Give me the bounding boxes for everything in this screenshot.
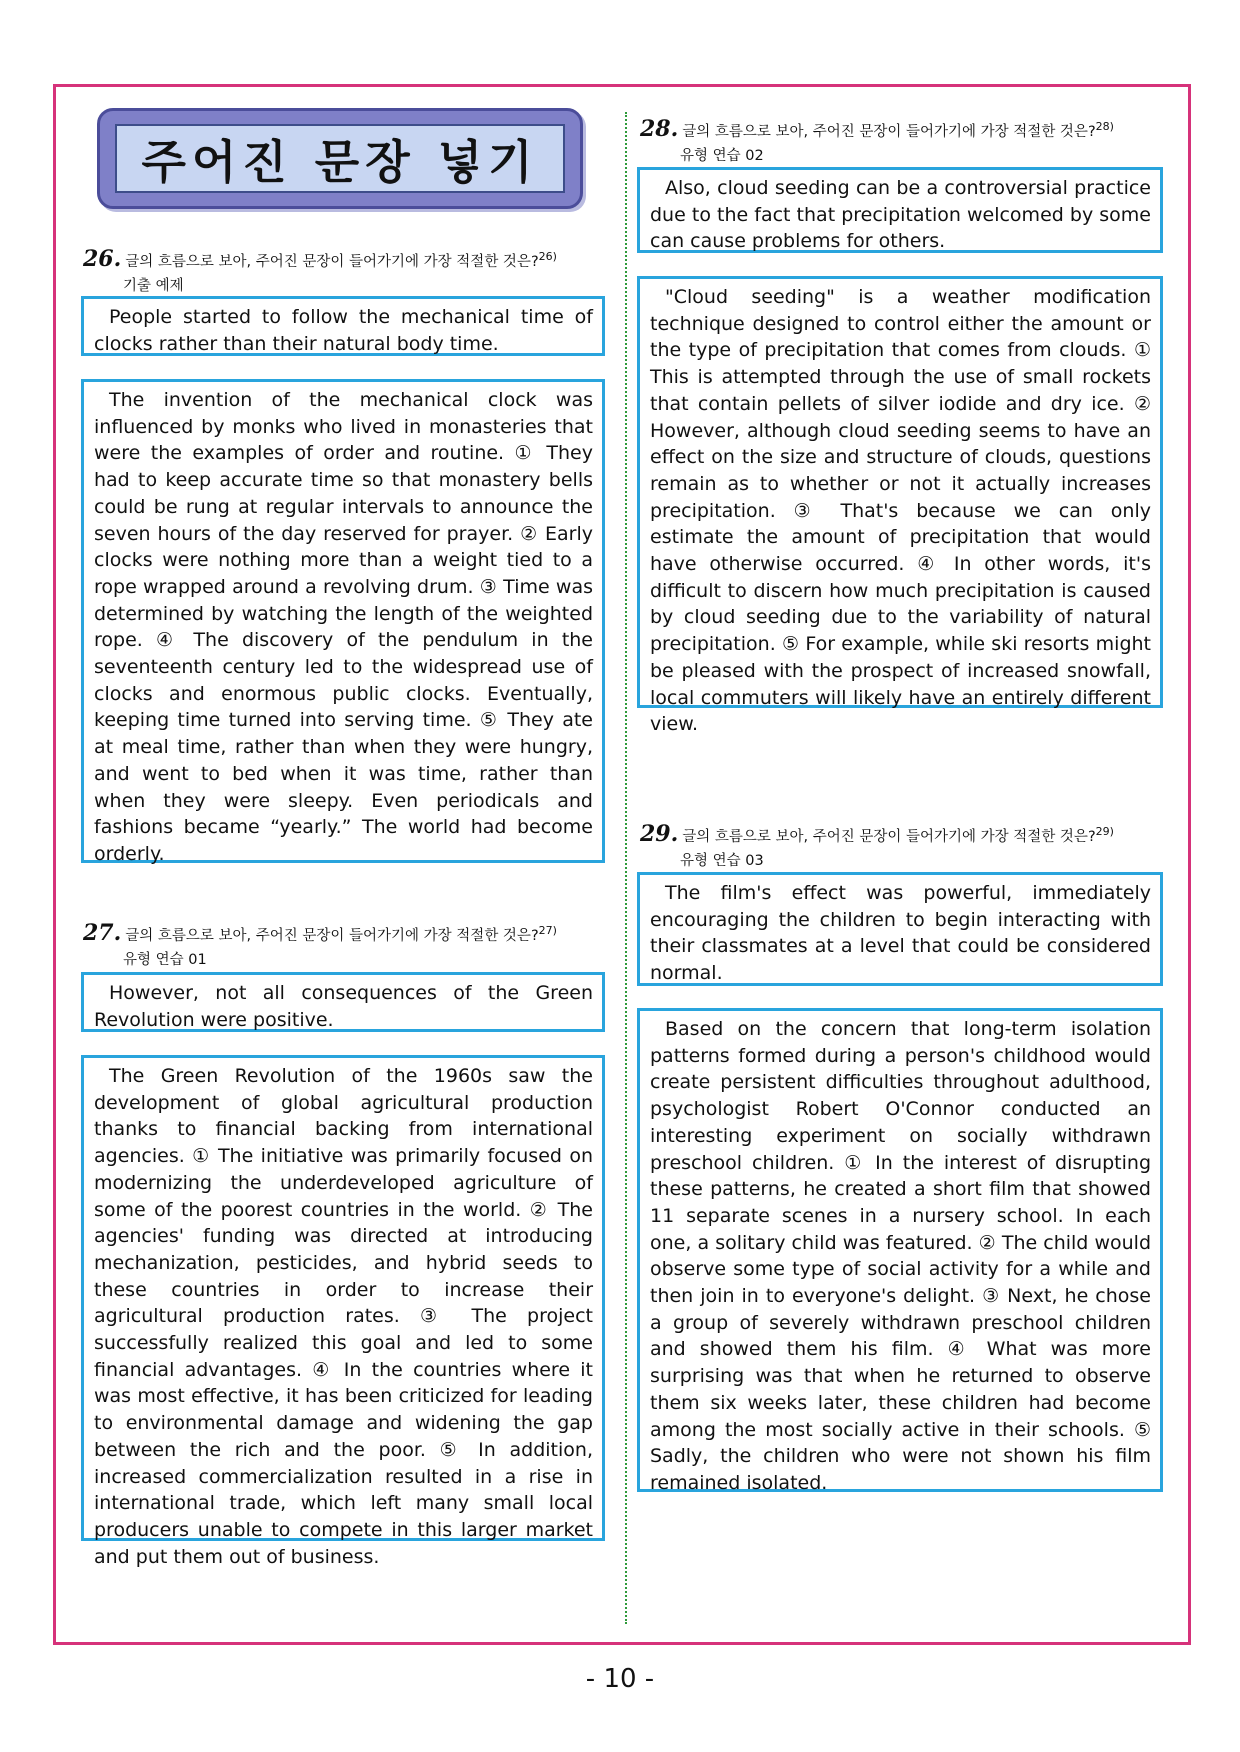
given-sentence-box	[637, 167, 1163, 253]
passage-box	[637, 276, 1163, 736]
section-title-panel	[115, 124, 565, 193]
given-sentence-box	[637, 872, 1163, 986]
question-category: 유형 연습 01	[123, 951, 207, 968]
given-sentence: People started to follow the mechanical time of clocks rather than their natural body time.	[94, 306, 593, 355]
passage-text: "Cloud seeding" is a weather modification technique designed to control either the amount or the type of precipitation that comes from clouds. ① This is attempted through the use of small rockets that contain pellets of silver iodide and dry ice. ② However, although cloud seeding seems to have an effect on the size and structure of clouds, questions remain as to whether or not it actually increases precipitation. ③ That's because we can only estimate the amount of precipitation that would have otherwise occurred. ④ In other words, it's difficult to discern how much precipitation is caused by cloud seeding due to the variability of natural precipitation. ⑤ For example, while ski resorts might be pleased with the prospect of increased snowfall, local commuters will likely have an entirely different view.	[650, 286, 1151, 736]
column-divider	[625, 112, 627, 1624]
question-number: 28.	[640, 116, 679, 142]
page-number: - 10 -	[585, 1664, 655, 1694]
question-number: 29.	[640, 821, 679, 847]
given-sentence-box	[81, 972, 605, 1032]
passage-box	[81, 379, 605, 863]
question-category: 유형 연습 03	[680, 852, 764, 869]
section-title: 주어진 문장 넣기	[141, 134, 539, 189]
footnote-marker: 28)	[1095, 120, 1114, 134]
given-sentence: Also, cloud seeding can be a controversial practice due to the fact that precipitation welcomed by some can cause problems for others.	[650, 177, 1151, 253]
passage-box	[637, 1008, 1163, 1492]
section-title-banner	[97, 108, 583, 209]
question-category: 기출 예제	[123, 277, 184, 294]
footnote-marker: 26)	[538, 250, 557, 264]
question-header	[83, 244, 613, 297]
question-prompt: 글의 흐름으로 보아, 주어진 문장이 들어가기에 가장 적절한 것은?	[125, 928, 539, 944]
question-category: 유형 연습 02	[680, 147, 764, 164]
passage-text: The Green Revolution of the 1960s saw the development of global agricultural production thanks to financial backing from international agencies. ① The initiative was primarily focused on modernizing the underdeveloped agriculture of some of the poorest countries in the world. ② The agencies' funding was directed at introducing mechanization, pesticides, and hybrid seeds to these countries in order to increase their agricultural production rates. ③ The project successfully realized this goal and led to some financial advantages. ④ In the countries where it was most effective, it has been criticized for leading to environmental damage and widening the gap between the rich and the poor. ⑤ In addition, increased commercialization resulted in a rise in international trade, which left many small local producers unable to compete in this larger market and put them out of business.	[94, 1065, 593, 1568]
question-number: 27.	[83, 920, 122, 946]
question-prompt: 글의 흐름으로 보아, 주어진 문장이 들어가기에 가장 적절한 것은?	[682, 124, 1096, 140]
question-header	[83, 918, 613, 971]
question-number: 26.	[83, 246, 122, 272]
footnote-marker: 27)	[538, 924, 557, 938]
question-header	[640, 819, 1180, 872]
footnote-marker: 29)	[1095, 825, 1114, 839]
passage-box	[81, 1055, 605, 1568]
given-sentence: The film's effect was powerful, immediately encouraging the children to begin interacting with their classmates at a level that could be considered normal.	[650, 882, 1151, 985]
question-prompt: 글의 흐름으로 보아, 주어진 문장이 들어가기에 가장 적절한 것은?	[682, 829, 1096, 845]
given-sentence-box	[81, 296, 605, 356]
passage-text: The invention of the mechanical clock was influenced by monks who lived in monasteries that were the examples of order and routine. ① They had to keep accurate time so that monastery bells could be rung at regular intervals to announce the seven hours of the day reserved for prayer. ② Early clocks were nothing more than a weight tied to a rope wrapped around a revolving drum. ③ Time was determined by watching the length of the weighted rope. ④ The discovery of the pendulum in the seventeenth century led to the widespread use of clocks and enormous public clocks. Eventually, keeping time turned into serving time. ⑤ They ate at meal time, rather than when they were hungry, and went to bed when it was time, rather than when they were sleepy. Even periodicals and fashions became “yearly.” The world had become orderly.	[94, 389, 593, 865]
question-prompt: 글의 흐름으로 보아, 주어진 문장이 들어가기에 가장 적절한 것은?	[125, 254, 539, 270]
passage-text: Based on the concern that long-term isolation patterns formed during a person's childhood would create persistent difficulties throughout adulthood, psychologist Robert O'Connor conducted an interesting experiment on socially withdrawn preschool children. ① In the interest of disrupting these patterns, he created a short film that showed 11 separate scenes in a nursery school. In each one, a solitary child was featured. ② The child would observe some type of social activity for a while and then join in to everyone's delight. ③ Next, he chose a group of severely withdrawn preschool children and showed them his film. ④ What was more surprising was that when he returned to observe them six weeks later, these children had become among the most socially active in their schools. ⑤ Sadly, the children who were not shown his film remained isolated.	[650, 1018, 1151, 1494]
question-header	[640, 114, 1180, 167]
given-sentence: However, not all consequences of the Green Revolution were positive.	[94, 982, 593, 1031]
